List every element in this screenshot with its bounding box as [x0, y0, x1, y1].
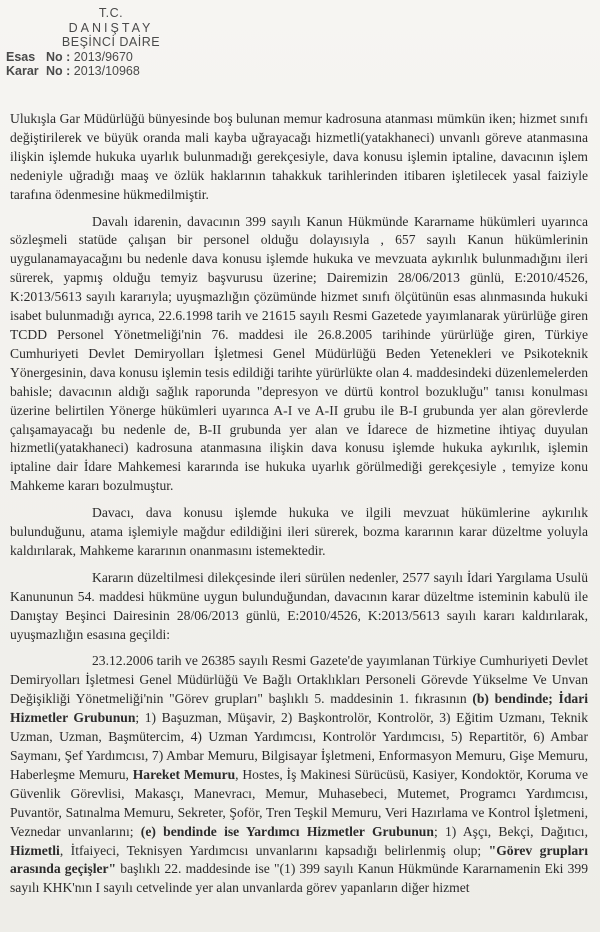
paragraph-5-bold-b-bendi: (b) bendinde; İdari Hizmetler Grubunun [10, 691, 589, 726]
esas-row [6, 50, 216, 65]
karar-number: 2013/10968 [73, 64, 140, 78]
paragraph-5-text-c: ; 1) Başuzman, Müşavir, 2) Başkontrolör, Kontrolör, 3) Eğitim Uzmanı, Teknik Uzman, Uzman, Başmütercim, 4) Uzman Yardımcısı, Kontrolör Yardımcısı, 5) Repartitör, 6) Ambar Saymanı, Şef Yardımcısı, 7) Ambar Memuru, Bilgisayar İşletmeni, Enformasyon Memuru, Gişe Memuru, Haberleşme Memuru, [10, 710, 589, 782]
court-name: DANIŞTAY [68, 20, 154, 35]
paragraph-5-bold-hareket-memuru: Hareket Memuru [132, 766, 236, 782]
document-body [10, 110, 588, 906]
paragraph-5 [10, 652, 588, 898]
paragraph-5-text-f: , İtfaiyeci, Teknisyen Yardımcısı unvanlarını kapsadığı belirlenmiş olup; [59, 842, 489, 858]
karar-label: Karar [6, 64, 39, 78]
tc-label: T.C. [98, 6, 124, 20]
paragraph-5-bold-gecisler: "Görev grupları arasında geçişler" [10, 842, 588, 877]
paragraph-1: Ulukışla Gar Müdürlüğü bünyesinde boş bulunan memur kadrosuna atanması mümkün iken; hizmet sınıfı değiştirilerek ve büyük oranda mali kayba uğrayacağı hizmetli(yatakhaneci) unvanlı göreve atanmasına ilişkin işlemde hukuka uyarlık bulunmadığı gerekçesiyle, dava konusu işlemin iptaline, davacının işlem nedeniyle uğradığı maaş ve özlük haklarının tahakkuk tarihlerinden itibaren işletilecek yasal faiziyle tarafına ödenmesine hükmedilmiştir. [10, 111, 588, 202]
paragraph-4: Kararın düzeltilmesi dilekçesinde ileri sürülen nedenler, 2577 sayılı İdari Yargılama Usulü Kanununun 54. maddesi hükmüne uygun bulunduğundan, davacının karar düzeltme isteminin kabulü ile Danıştay Beşinci Dairesinin 28/06/2013 günlü, E:2010/4526, K:2013/5613 sayılı kararı kaldırılarak, uyuşmazlığın esasına geçildi: [10, 569, 588, 642]
esas-label: Esas [6, 49, 36, 64]
esas-number: 2013/9670 [73, 49, 133, 64]
karar-row [6, 64, 216, 79]
paragraph-5-text-g: başlıklı 22. maddesinde ise "(1) 399 sayılı Kanun Hükmünde Kararnamenin Eki 399 sayılı KHK'nın I sayılı cetvelinde yer alan unvanlarda görev yapanların diğer hizmet [10, 861, 588, 896]
chamber-name: BEŞİNCİ DAİRE [61, 35, 161, 49]
paragraph-5-text-a: 23.12.2006 tarih ve 26385 sayılı Resmi Gazete'de yayımlanan Türkiye Cumhuriyeti Devlet Demiryolları İşletmesi Genel Müdürlüğü Ve Bağlı Ortaklıkları Personeli Görevde Yükselme Ve Unvan Değişikliği Yönetmeliği'nin "Görev grupları" başlıklı 5. maddesinin 1. fıkrasının [10, 653, 588, 707]
paragraph-5-bold-e-bendi: (e) bendinde ise Yardımcı Hizmetler Grubunun [140, 823, 434, 839]
esas-no-label: No : [46, 49, 71, 64]
paragraph-5-text-e: ; 1) Aşçı, Bekçi, Dağıtıcı, [433, 823, 588, 839]
document-header [6, 6, 216, 79]
karar-no-label: No : [46, 64, 71, 78]
paragraph-2: Davalı idarenin, davacının 399 sayılı Kanun Hükmünde Kararname hükümleri uyarınca sözleşmeli statüde çalışan bir personel olduğu dolayısıyla , 657 sayılı Kanun hükümlerinin uygulanamayacağını bu nedenle dava konusu işlemde hukuka ve mevzuata aykırılık bulunmadığını ileri sürerek, yapmış olduğu temyiz başvurusu üzerine; Dairemizin 28/06/2013 günlü, E:2010/4526, K:2013/5613 sayılı kararıyla; uyuşmazlığın çözümünde hizmet sınıfı ölçütünün esas alınmasında hukuki isabet bulunmadığı ayrıca, 22.6.1998 tarih ve 21615 sayılı Resmi Gazetede yayımlanarak yürürlüğe giren TCDD Personel Yönetmeliği'nin 76. maddesi ile 26.8.2005 tarihinde yürürlüğe giren, Türkiye Cumhuriyeti Devlet Demiryolları İşletmesi Genel Müdürlüğü Beden Yetenekleri ve Psikoteknik Yönergesinin, dava konusu işlemin tesis edildiği tarihte yürürlükte olan 4. maddesindeki düzenlemelerden bahisle; davacının aldığı sağlık raporunda "depresyon ve dürtü kontrol bozukluğu" tanısı konulması üzerine belirtilen Yönerge hükümleri uyarınca A-I ve A-II grubu ile B-I grubunda yer alan görevlerde çalışamayacağı bu nedenle de, B-II grubunda yer alan ve İdarece de hizmetine ihtiyaç duyulan hizmetli(yatakhaneci) kadrosuna atanmasına ilişkin dava konusu işlemde hukuka aykırılık, işlemin iptaline dair İdare Mahkemesi kararında ise hukuka uyarlık görülmediği gerekçesiyle , temyize konu Mahkeme kararı bozulmuştur. [10, 213, 588, 494]
paragraph-3: Davacı, dava konusu işlemde hukuka ve ilgili mevzuat hükümlerine aykırılık bulunduğunu, atama işlemiyle mağdur edildiğini ileri sürerek, bozma kararının karar düzeltme yoluyla kaldırılarak, Mahkeme kararının onanmasını istemektedir. [10, 505, 588, 558]
paragraph-5-bold-hizmetli: Hizmetli [10, 842, 60, 858]
paragraph-5-text-d: , Hostes, İş Makinesi Sürücüsü, Kasiyer, Kondoktör, Koruma ve Güvenlik Görevlisi, Makasçı, Manevracı, Memur, Muhasebeci, Mutemet, Programcı Yardımcısı, Puvantör, Satınalma Memuru, Sekreter, Şoför, Tren Teşkil Memuru, Veri Hazırlama ve Kontrol İşletmeni, Veznedar unvanlarını; [10, 766, 588, 839]
